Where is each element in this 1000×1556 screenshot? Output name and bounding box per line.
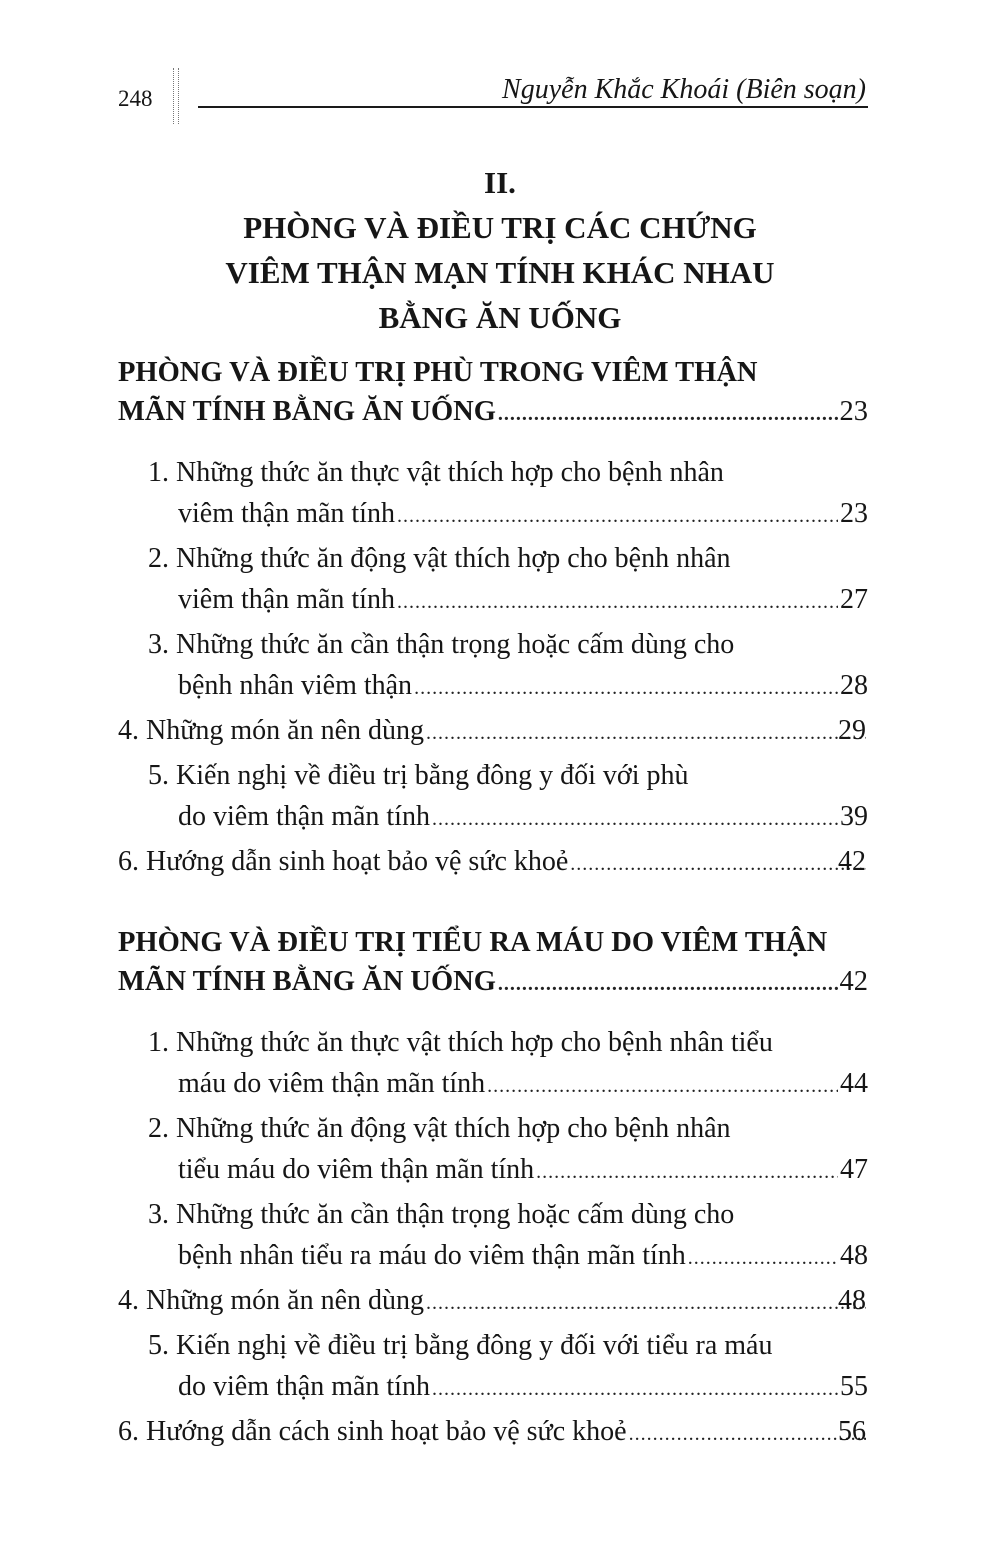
dot-leader (487, 1066, 838, 1107)
item-text-line: 6. Hướng dẫn cách sinh hoạt bảo vệ sức khoẻ (118, 1416, 627, 1447)
toc-item[interactable] (118, 1194, 868, 1279)
page-ref: 44 (840, 1068, 868, 1099)
section-title (0, 160, 1000, 340)
section-numeral: II. (484, 165, 516, 200)
toc-item[interactable]: 6. Hướng dẫn cách sinh hoạt bảo vệ sức khoẻ ..... 56 (118, 1411, 868, 1455)
section-title-line: VIÊM THẬN MẠN TÍNH KHÁC NHAU (225, 255, 775, 290)
item-text-line: 4. Những món ăn nên dùng (118, 715, 425, 746)
dot-leader (498, 395, 838, 434)
page-ref: 39 (840, 801, 868, 832)
page-ref: 27 (840, 584, 868, 615)
item-text-line: bệnh nhân viêm thận (178, 670, 413, 701)
toc-chapter (118, 353, 868, 885)
dot-leader (397, 582, 838, 623)
toc-item[interactable]: 4. Những món ăn nên dùng ..... 48 (118, 1280, 868, 1324)
dot-leader (498, 965, 838, 1004)
item-text-line: viêm thận mãn tính (178, 584, 395, 615)
dot-leader (688, 1238, 838, 1279)
page-ref: 42 (839, 966, 868, 997)
dot-leader (536, 1152, 838, 1193)
dot-leader (426, 713, 866, 754)
dot-leader (414, 668, 838, 709)
dot-leader (629, 1414, 866, 1455)
item-text-line: do viêm thận mãn tính (178, 801, 430, 832)
toc-item[interactable]: 6. Hướng dẫn sinh hoạt bảo vệ sức khoẻ ..... 42 (118, 841, 868, 885)
toc-item[interactable] (118, 1022, 868, 1107)
dot-leader (426, 1283, 866, 1324)
toc-item[interactable] (118, 755, 868, 840)
page-ref: 47 (840, 1154, 868, 1185)
chapter-title-line: PHÒNG VÀ ĐIỀU TRỊ PHÙ TRONG VIÊM THẬN (118, 357, 758, 388)
item-text-line: 1. Những thức ăn thực vật thích hợp cho bệnh nhân (148, 457, 724, 488)
page-ref: 28 (840, 670, 868, 701)
toc-item[interactable] (118, 1325, 868, 1410)
page-ref: 48 (840, 1240, 868, 1271)
item-text-line: tiểu máu do viêm thận mãn tính (178, 1154, 535, 1185)
toc-chapter (118, 923, 868, 1455)
item-text-line: 4. Những món ăn nên dùng (118, 1285, 425, 1316)
item-text-line: máu do viêm thận mãn tính (178, 1068, 486, 1099)
toc-item[interactable]: 4. Những món ăn nên dùng ..... 29 (118, 710, 868, 754)
item-text-line: viêm thận mãn tính (178, 498, 395, 529)
chapter-title-line: MÃN TÍNH BẰNG ĂN UỐNG (118, 396, 496, 427)
toc-item[interactable] (118, 452, 868, 537)
chapter-title-entry[interactable] (118, 962, 868, 1004)
item-text-line: 2. Những thức ăn động vật thích hợp cho bệnh nhân (148, 543, 731, 574)
header-divider (173, 68, 179, 124)
item-text-line: 5. Kiến nghị về điều trị bằng đông y đối với tiểu ra máu (148, 1330, 773, 1361)
section-title-line: BẰNG ĂN UỐNG (378, 300, 622, 335)
chapter-title-line: PHÒNG VÀ ĐIỀU TRỊ TIỂU RA MÁU DO VIÊM THẬN (118, 927, 828, 958)
dot-leader (397, 496, 838, 537)
page-ref: 55 (840, 1371, 868, 1402)
header-rule (198, 106, 868, 108)
page-ref: 23 (840, 498, 868, 529)
chapter-title-entry[interactable] (118, 392, 868, 434)
page-header (118, 68, 868, 124)
toc-item[interactable] (118, 538, 868, 623)
dot-leader (432, 799, 838, 840)
page-ref: 23 (839, 396, 868, 427)
item-text-line: 5. Kiến nghị về điều trị bằng đông y đối với phù (148, 760, 689, 791)
page-number: 248 (118, 86, 153, 111)
running-head: Nguyễn Khắc Khoái (Biên soạn) (502, 74, 866, 105)
dot-leader (432, 1369, 838, 1410)
item-text-line: bệnh nhân tiểu ra máu do viêm thận mãn tính (178, 1240, 686, 1271)
item-text-line: 2. Những thức ăn động vật thích hợp cho bệnh nhân (148, 1113, 731, 1144)
chapter-title-line: MÃN TÍNH BẰNG ĂN UỐNG (118, 966, 496, 997)
toc-item[interactable] (118, 624, 868, 709)
item-text-line: 6. Hướng dẫn sinh hoạt bảo vệ sức khoẻ (118, 846, 569, 877)
table-of-contents (118, 353, 868, 1477)
dot-leader (570, 844, 866, 885)
item-text-line: 1. Những thức ăn thực vật thích hợp cho bệnh nhân tiểu (148, 1027, 773, 1058)
toc-item[interactable] (118, 1108, 868, 1193)
item-text-line: 3. Những thức ăn cần thận trọng hoặc cấm dùng cho (148, 629, 735, 660)
item-text-line: do viêm thận mãn tính (178, 1371, 430, 1402)
item-text-line: 3. Những thức ăn cần thận trọng hoặc cấm dùng cho (148, 1199, 735, 1230)
section-title-line: PHÒNG VÀ ĐIỀU TRỊ CÁC CHỨNG (243, 210, 757, 245)
